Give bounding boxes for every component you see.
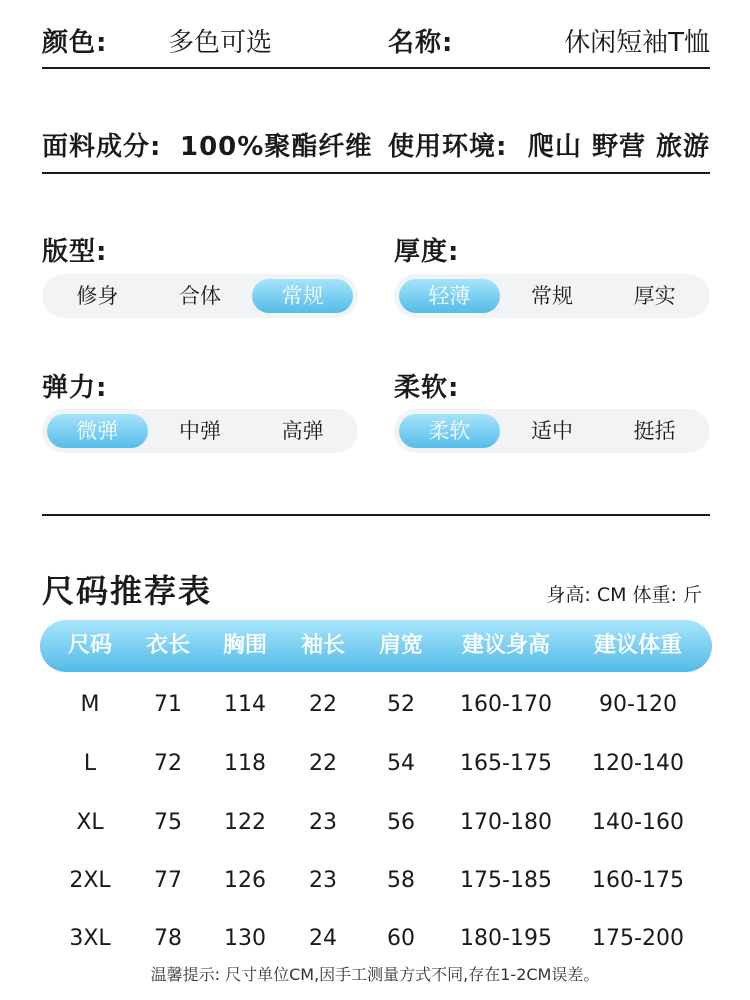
color-value: 多色可选 [168, 28, 273, 58]
table-cell: 22 [309, 692, 337, 717]
table-cell: 72 [154, 751, 182, 776]
env-value: 爬山 野营 旅游 [527, 132, 710, 162]
table-cell: 126 [224, 868, 266, 893]
elasticity-option[interactable]: 中弹 [179, 419, 221, 443]
table-cell: 78 [154, 926, 182, 951]
table-cell: 3XL [69, 926, 111, 951]
table-cell: M [80, 692, 100, 717]
env-label: 使用环境: [388, 132, 508, 162]
table-cell: 118 [224, 751, 266, 776]
fit-option[interactable]: 修身 [76, 284, 119, 308]
table-cell: XL [76, 810, 104, 835]
thickness-option-selected[interactable]: 轻薄 [399, 279, 500, 313]
elasticity-selector[interactable] [42, 409, 358, 453]
fit-option[interactable]: 合体 [179, 284, 221, 308]
table-cell: 60 [387, 926, 415, 951]
table-cell: 71 [154, 692, 182, 717]
divider-3 [42, 514, 710, 516]
elasticity-option[interactable]: 高弹 [281, 419, 324, 443]
thickness-option[interactable]: 常规 [531, 284, 573, 308]
table-cell: 175-200 [592, 926, 684, 951]
fit-option-selected[interactable]: 常规 [252, 279, 353, 313]
table-cell: 77 [154, 868, 182, 893]
table-cell: 140-160 [592, 810, 684, 835]
table-cell: 75 [154, 810, 182, 835]
elasticity-option-selected[interactable]: 微弹 [47, 414, 148, 448]
color-label: 颜色: [42, 28, 108, 58]
thickness-label: 厚度: [394, 237, 460, 267]
size-table-header [40, 620, 712, 672]
table-header-cell: 衣长 [145, 633, 191, 658]
table-cell: 24 [309, 926, 337, 951]
table-header-cell: 建议身高 [461, 633, 551, 658]
table-cell: 165-175 [460, 751, 552, 776]
table-cell: 180-195 [460, 926, 552, 951]
table-header-cell: 建议体重 [593, 633, 683, 658]
softness-selector[interactable] [394, 409, 710, 453]
fabric-label: 面料成分: [42, 132, 162, 162]
table-header-cell: 袖长 [300, 633, 346, 658]
size-table-units: 身高: CM 体重: 斤 [546, 584, 702, 606]
divider-1 [42, 67, 710, 69]
softness-label: 柔软: [394, 373, 460, 403]
thickness-option[interactable]: 厚实 [633, 284, 676, 308]
fabric-value: 100%聚酯纤维 [180, 132, 373, 162]
table-cell: 23 [309, 810, 337, 835]
size-note: 温馨提示: 尺寸单位CM,因手工测量方式不同,存在1-2CM误差。 [150, 965, 600, 984]
softness-option[interactable]: 适中 [531, 419, 573, 443]
softness-option-selected[interactable]: 柔软 [399, 414, 500, 448]
fit-selector[interactable] [42, 274, 358, 318]
table-cell: 90-120 [599, 692, 677, 717]
table-cell: 54 [387, 751, 415, 776]
divider-2 [42, 172, 710, 174]
table-cell: 56 [387, 810, 415, 835]
table-header-cell: 尺码 [67, 633, 113, 658]
table-header-cell: 胸围 [222, 633, 268, 658]
table-cell: 114 [224, 692, 266, 717]
table-cell: 130 [224, 926, 266, 951]
table-cell: 58 [387, 868, 415, 893]
table-cell: L [83, 751, 97, 776]
softness-option[interactable]: 挺括 [633, 419, 676, 443]
name-value: 休闲短袖T恤 [564, 28, 710, 58]
table-cell: 160-170 [460, 692, 552, 717]
table-cell: 160-175 [592, 868, 684, 893]
table-cell: 122 [224, 810, 266, 835]
table-header-cell: 肩宽 [378, 633, 424, 658]
table-cell: 22 [309, 751, 337, 776]
table-cell: 170-180 [460, 810, 552, 835]
fit-label: 版型: [42, 237, 108, 267]
table-cell: 23 [309, 868, 337, 893]
table-cell: 120-140 [592, 751, 684, 776]
elasticity-label: 弹力: [42, 373, 108, 403]
name-label: 名称: [388, 28, 454, 58]
table-cell: 175-185 [460, 868, 552, 893]
size-table-title: 尺码推荐表 [42, 572, 213, 610]
table-cell: 2XL [69, 868, 111, 893]
table-cell: 52 [387, 692, 415, 717]
thickness-selector[interactable] [394, 274, 710, 318]
